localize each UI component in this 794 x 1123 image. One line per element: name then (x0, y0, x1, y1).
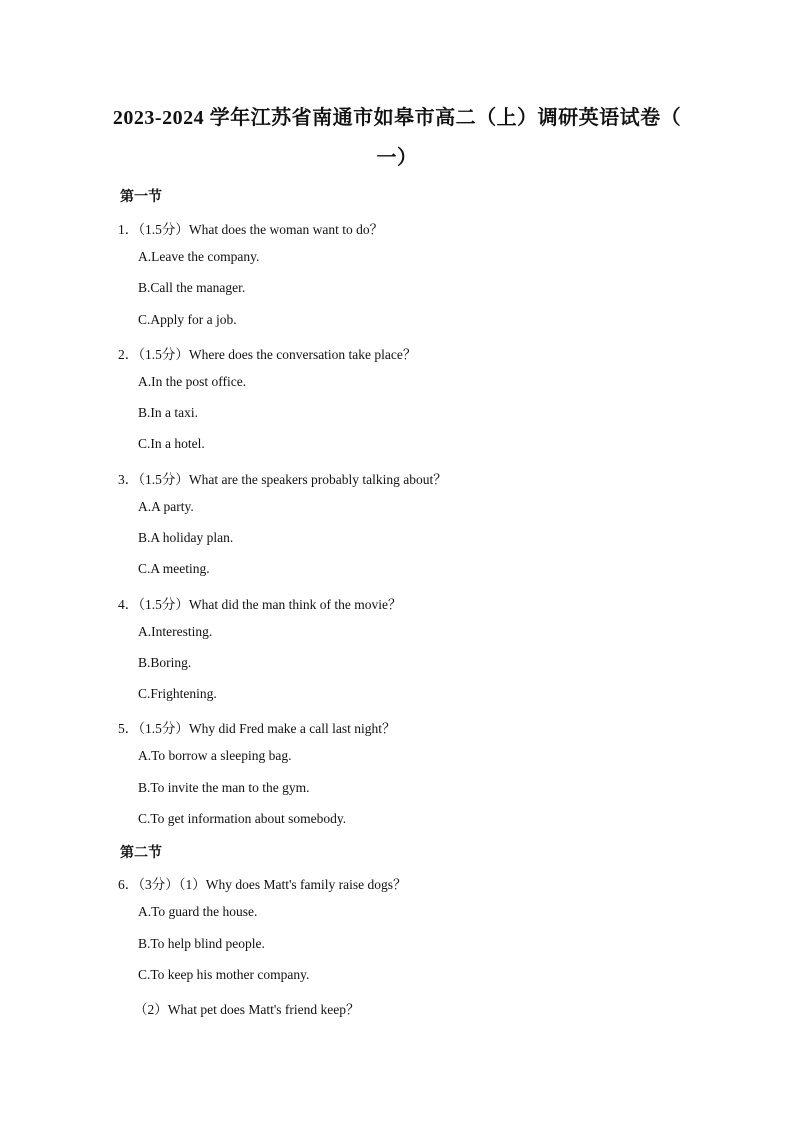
question-stem: 5．（1.5分）Why did Fred make a call last night？ (118, 721, 396, 736)
question-stem: 3．（1.5分）What are the speakers probably talking about？ (118, 472, 447, 487)
option-b: B.Call the manager. (138, 280, 246, 295)
section-heading: 第二节 (120, 846, 162, 861)
question-stem: 2．（1.5分）Where does the conversation take place？ (118, 347, 417, 362)
question-stem: 4．（1.5分）What did the man think of the movie？ (118, 597, 402, 612)
option-b: B.To invite the man to the gym. (138, 780, 310, 795)
option-b: B.A holiday plan. (138, 530, 234, 545)
sub-question-stem: （2）What pet does Matt's friend keep？ (134, 1002, 360, 1017)
option-c: C.To keep his mother company. (138, 967, 310, 982)
section-heading: 第一节 (120, 190, 162, 205)
page-title-line1: 2023-2024 学年江苏省南通市如皋市高二（上）调研英语试卷（ (112, 107, 682, 129)
option-a: A.Leave the company. (138, 249, 260, 264)
option-c: C.To get information about somebody. (138, 811, 347, 826)
page-title-line2: 一） (376, 147, 418, 169)
option-a: A.To borrow a sleeping bag. (138, 748, 292, 763)
option-b: B.In a taxi. (138, 405, 198, 420)
question-stem: 1．（1.5分）What does the woman want to do？ (118, 222, 384, 237)
option-a: A.To guard the house. (138, 904, 258, 919)
option-a: A.In the post office. (138, 374, 247, 389)
option-a: A.A party. (138, 499, 194, 514)
option-b: B.To help blind people. (138, 936, 265, 951)
option-c: C.Apply for a job. (138, 312, 237, 327)
option-c: C.In a hotel. (138, 436, 205, 451)
question-stem: 6．（3分）（1）Why does Matt's family raise dogs？ (118, 877, 407, 892)
option-b: B.Boring. (138, 655, 192, 670)
option-c: C.A meeting. (138, 561, 210, 576)
option-c: C.Frightening. (138, 686, 217, 701)
option-a: A.Interesting. (138, 624, 213, 639)
